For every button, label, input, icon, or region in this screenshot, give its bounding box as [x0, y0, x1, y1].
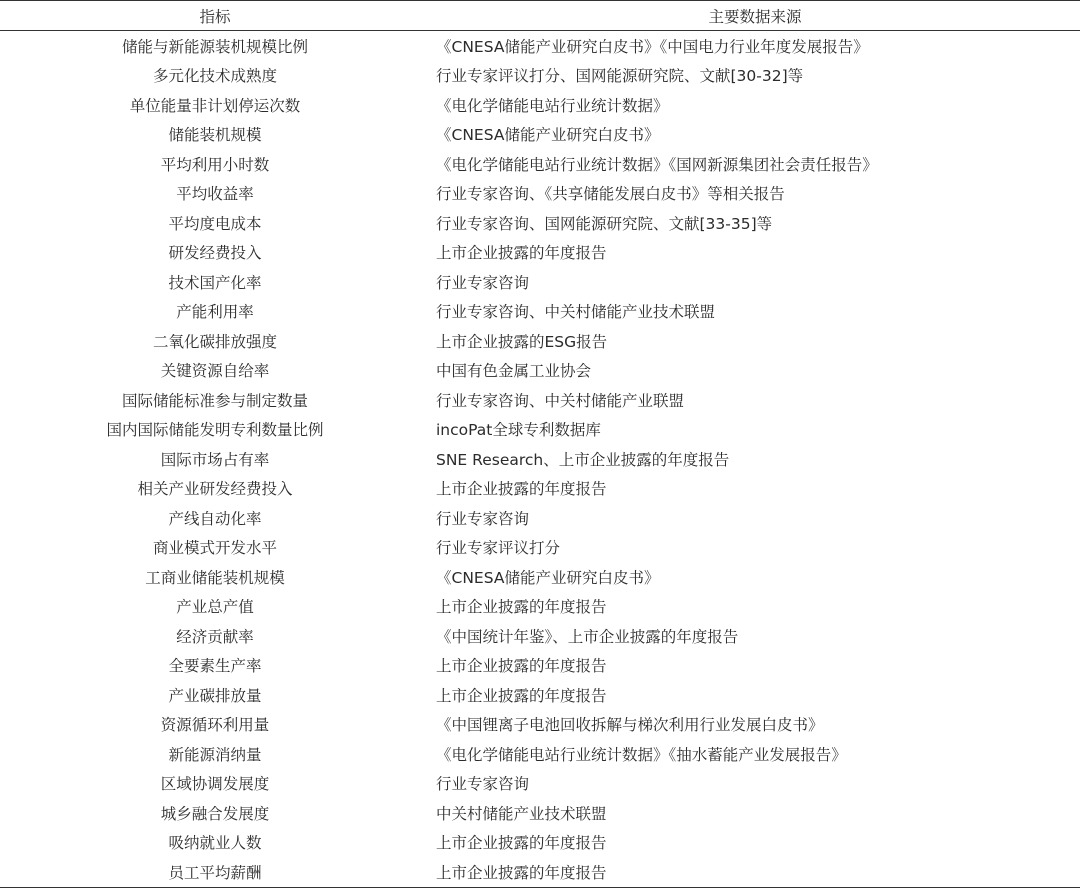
- table-row: [0, 562, 1080, 592]
- source-cell: SNE Research、上市企业披露的年度报告: [436, 450, 730, 469]
- indicator-cell: 区域协调发展度: [160, 775, 270, 794]
- indicator-cell: 储能与新能源装机规模比例: [121, 37, 308, 56]
- source-cell: 行业专家咨询、中关村储能产业联盟: [436, 391, 685, 410]
- source-cell: 行业专家咨询: [436, 775, 530, 794]
- source-cell: 《CNESA储能产业研究白皮书》《中国电力行业年度发展报告》: [436, 37, 869, 56]
- indicator-cell: 产业总产值: [176, 598, 254, 617]
- source-cell: 行业专家咨询: [436, 273, 530, 292]
- source-cell: 《电化学储能电站行业统计数据》: [436, 96, 669, 115]
- table-row: [0, 297, 1080, 327]
- table-row: [0, 710, 1080, 740]
- table-row: [0, 61, 1080, 91]
- indicator-cell: 商业模式开发水平: [152, 539, 277, 558]
- indicator-cell: 平均度电成本: [168, 214, 262, 233]
- table-row: [0, 415, 1080, 445]
- indicator-cell: 新能源消纳量: [168, 745, 262, 764]
- table-row: [0, 769, 1080, 799]
- table-row: [0, 651, 1080, 681]
- indicator-cell: 关键资源自给率: [160, 362, 270, 381]
- table-row: [0, 267, 1080, 297]
- source-cell: 上市企业披露的年度报告: [430, 857, 1080, 887]
- indicator-cell: 国内国际储能发明专利数量比例: [106, 421, 324, 440]
- table-row: [0, 828, 1080, 858]
- indicator-cell: 产能利用率: [176, 303, 254, 322]
- source-cell: 上市企业披露的ESG报告: [436, 332, 608, 351]
- indicator-cell: 员工平均薪酬: [0, 857, 430, 887]
- indicator-cell: 平均利用小时数: [160, 155, 270, 174]
- header-indicator: 指标: [0, 1, 430, 31]
- source-cell: 中关村储能产业技术联盟: [436, 804, 607, 823]
- table-row: [0, 120, 1080, 150]
- source-cell: 上市企业披露的年度报告: [436, 686, 607, 705]
- source-cell: 行业专家咨询、中关村储能产业技术联盟: [436, 303, 716, 322]
- source-cell: 《中国统计年鉴》、上市企业披露的年度报告: [436, 627, 739, 646]
- table-row: [0, 238, 1080, 268]
- source-cell: 《电化学储能电站行业统计数据》《国网新源集团社会责任报告》: [436, 155, 878, 174]
- table-row: [0, 149, 1080, 179]
- table-row: [0, 503, 1080, 533]
- indicator-cell: 城乡融合发展度: [160, 804, 270, 823]
- source-cell: 行业专家评议打分、国网能源研究院、文献[30-32]等: [436, 67, 804, 86]
- table-row: [0, 798, 1080, 828]
- table-row: [0, 533, 1080, 563]
- source-cell: 《电化学储能电站行业统计数据》《抽水蓄能产业发展报告》: [436, 745, 847, 764]
- indicator-cell: 相关产业研发经费投入: [137, 480, 293, 499]
- table-row: [0, 680, 1080, 710]
- indicator-cell: 全要素生产率: [168, 657, 262, 676]
- indicator-cell: 产线自动化率: [168, 509, 262, 528]
- indicator-cell: 产业碳排放量: [168, 686, 262, 705]
- table-row: [0, 31, 1080, 61]
- source-cell: 行业专家咨询、《共享储能发展白皮书》等相关报告: [436, 185, 785, 204]
- indicator-cell: 吸纳就业人数: [168, 834, 262, 853]
- indicator-cell: 研发经费投入: [168, 244, 262, 263]
- header-source: 主要数据来源: [430, 1, 1080, 31]
- table-row: [0, 356, 1080, 386]
- table-row: [0, 90, 1080, 120]
- indicator-cell: 工商业储能装机规模: [145, 568, 285, 587]
- source-cell: 行业专家咨询: [436, 509, 530, 528]
- source-cell: 上市企业披露的年度报告: [436, 244, 607, 263]
- source-cell: 上市企业披露的年度报告: [436, 657, 607, 676]
- source-cell: 上市企业披露的年度报告: [436, 480, 607, 499]
- source-cell: 行业专家咨询、国网能源研究院、文献[33-35]等: [436, 214, 773, 233]
- source-cell: 《中国锂离子电池回收拆解与梯次利用行业发展白皮书》: [436, 716, 824, 735]
- indicator-cell: 多元化技术成熟度: [152, 67, 277, 86]
- indicator-cell: 平均收益率: [176, 185, 254, 204]
- table-row: [0, 208, 1080, 238]
- table-row: [0, 592, 1080, 622]
- table-row: [0, 474, 1080, 504]
- table-row: [0, 179, 1080, 209]
- table-row: [0, 444, 1080, 474]
- indicator-cell: 国际市场占有率: [160, 450, 270, 469]
- indicator-cell: 单位能量非计划停运次数: [129, 96, 301, 115]
- source-cell: 行业专家评议打分: [436, 539, 561, 558]
- indicator-cell: 国际储能标准参与制定数量: [121, 391, 308, 410]
- table-row: [0, 739, 1080, 769]
- source-cell: 中国有色金属工业协会: [436, 362, 592, 381]
- table-row: [0, 385, 1080, 415]
- table-row: [0, 326, 1080, 356]
- indicator-cell: 二氧化碳排放强度: [152, 332, 277, 351]
- source-cell: 上市企业披露的年度报告: [436, 598, 607, 617]
- indicator-cell: 资源循环利用量: [160, 716, 270, 735]
- header-row: [0, 1, 1080, 31]
- table-body: [0, 31, 1080, 888]
- source-cell: 《CNESA储能产业研究白皮书》: [436, 126, 660, 145]
- source-cell: 《CNESA储能产业研究白皮书》: [436, 568, 660, 587]
- indicator-cell: 经济贡献率: [176, 627, 254, 646]
- indicator-cell: 储能装机规模: [168, 126, 262, 145]
- table-row: [0, 857, 1080, 887]
- indicator-cell: 技术国产化率: [168, 273, 262, 292]
- source-cell: 上市企业披露的年度报告: [436, 834, 607, 853]
- table-header: [0, 1, 1080, 31]
- table-row: [0, 621, 1080, 651]
- source-cell: incoPat全球专利数据库: [436, 421, 601, 440]
